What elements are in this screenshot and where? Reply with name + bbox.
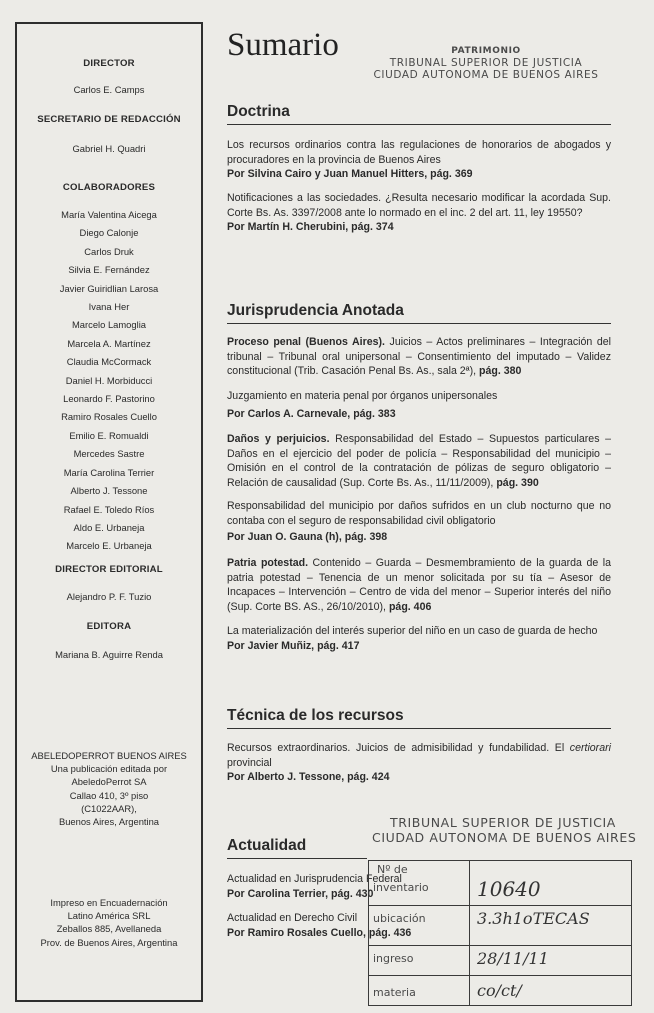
entry-title: Los recursos ordinarios contra las regulaciones de honorarios de abogados y procuradores en la provincia de Buenos Aires — [227, 139, 611, 166]
doctrina-entry-1 — [227, 138, 611, 182]
entry-title: Actualidad en Derecho Civil — [227, 912, 358, 924]
note-entry-3 — [227, 624, 611, 653]
stamp-row — [369, 945, 631, 968]
printer-block — [17, 896, 201, 949]
tecnica-entry — [227, 741, 611, 785]
case-description: Responsabilidad del Estado – Supuestos particulares – Daños en el ejercicio del poder de policía – Responsabilidad del municipio – Omisión en el control de la contratación de pólizas de seguro obligatorio – Relación de causalidad (Sup. Corte Bs. As., 11/11/2009), — [227, 433, 612, 489]
entry-title — [227, 741, 611, 770]
subject-value: co/ct/ — [477, 981, 522, 1000]
entry-author: Por Ramiro Rosales Cuello, pág. 436 — [227, 926, 412, 939]
entry-author: Por Alberto J. Tessone, pág. 424 — [227, 771, 390, 783]
entry-author: Por Martín H. Cherubini, pág. 374 — [227, 221, 394, 233]
note-title: La materialización del interés superior del niño en un caso de guarda de hecho — [227, 625, 598, 637]
stamp-line: CIUDAD AUTONOMA DE BUENOS AIRES — [373, 69, 599, 81]
printer-line: Zeballos 885, Avellaneda — [56, 923, 162, 935]
editorial-director-role: DIRECTOR EDITORIAL — [55, 564, 163, 575]
entry-title-part: Recursos extraordinarios. Juicios de admisibilidad y fundabilidad. El — [227, 742, 570, 754]
publisher-line: Una publicación editada por — [50, 763, 168, 775]
entry-date-label: ingreso — [373, 952, 414, 965]
secretary-role: SECRETARIO DE REDACCIÓN — [37, 114, 181, 125]
editorial-director-name: Alejandro P. F. Tuzio — [66, 591, 152, 602]
note-title: Juzgamiento en materia penal por órganos unipersonales — [227, 390, 498, 402]
tribunal-stamp — [372, 815, 652, 845]
collaborator: Ivana Her — [88, 301, 130, 313]
case-topic: Patria potestad. — [227, 557, 309, 569]
publisher-line: AbeledoPerrot SA — [71, 776, 147, 788]
collaborator: Alberto J. Tessone — [70, 485, 148, 497]
collaborators-list — [17, 206, 201, 556]
publisher-line: Callao 410, 3º piso — [69, 789, 149, 801]
collaborator: Javier Guiridlian Larosa — [59, 282, 159, 294]
stamp-row — [369, 975, 631, 1000]
stamp-line: CIUDAD AUTONOMA DE BUENOS AIRES — [372, 830, 637, 845]
director-name: Carlos E. Camps — [73, 84, 145, 95]
publisher-line: Buenos Aires, Argentina — [58, 816, 160, 828]
stamp-line: TRIBUNAL SUPERIOR DE JUSTICIA — [389, 57, 583, 69]
entry-title: Actualidad en Jurisprudencia Federal — [227, 873, 402, 885]
entry-title: Notificaciones a las sociedades. ¿Resulta necesario modificar la acordada Sup. Corte Bs. As. 3397/2008 ante lo normado en el inc. 2 del art. 11, ley 19550? — [227, 192, 611, 219]
collaborators-role: COLABORADORES — [62, 182, 156, 193]
case-description: Contenido – Guarda – Desmembramiento de la guarda de la patria potestad – Tenencia de un menor solicitada por su tía – Asesor de Incapaces – Intervención – Centro de vida del menor – Superior interés del niño (Sup. Corte BS. AS., 26/10/2010), — [227, 557, 611, 613]
note-author: Por Javier Muñiz, pág. 417 — [227, 639, 360, 652]
location-value: 3.3h1oTECAS — [477, 909, 590, 928]
section-heading-doctrina: Doctrina — [227, 103, 611, 125]
credits-box — [15, 22, 203, 1002]
case-entry-3 — [227, 556, 611, 614]
inventory-stamp — [368, 860, 632, 1006]
collaborator: Ramiro Rosales Cuello — [61, 411, 157, 423]
case-entry-1 — [227, 335, 611, 379]
collaborator: Emilio E. Romualdi — [69, 429, 149, 441]
collaborator: Daniel H. Morbiducci — [65, 374, 153, 386]
case-page: pág. 390 — [496, 476, 539, 489]
collaborator: Diego Calonje — [79, 227, 139, 239]
inventory-label: Nº de — [377, 863, 408, 876]
entry-date-value: 28/11/11 — [477, 949, 549, 968]
director-role: DIRECTOR — [83, 58, 135, 69]
subject-label: materia — [373, 986, 416, 999]
location-label: ubicación — [373, 912, 426, 925]
entry-author: Por Silvina Cairo y Juan Manuel Hitters, pág. 369 — [227, 168, 473, 180]
collaborator: Leonardo F. Pastorino — [63, 393, 155, 405]
collaborator: Rafael E. Toledo Ríos — [63, 503, 155, 515]
doctrina-entry-2 — [227, 191, 611, 235]
collaborator: Silvia E. Fernández — [68, 264, 150, 276]
case-topic: Proceso penal (Buenos Aires). — [227, 336, 385, 348]
patrimonio-stamp — [372, 45, 600, 81]
inventory-number: 10640 — [477, 877, 541, 901]
section-heading-tecnica: Técnica de los recursos — [227, 707, 611, 729]
collaborator: Marcela A. Martínez — [67, 337, 151, 349]
editor-name: Mariana B. Aguirre Renda — [55, 649, 163, 660]
printer-line: Latino América SRL — [67, 910, 151, 922]
note-author: Por Carlos A. Carnevale, pág. 383 — [227, 407, 396, 420]
section-heading-actualidad: Actualidad — [227, 837, 367, 859]
case-entry-2 — [227, 432, 611, 490]
printer-line: Prov. de Buenos Aires, Argentina — [40, 936, 178, 948]
entry-title-part: provincial — [227, 756, 272, 769]
collaborator: Claudia McCormack — [66, 356, 152, 368]
case-page: pág. 380 — [479, 365, 522, 377]
note-title: Responsabilidad del municipio por daños sufridos en un club nocturno que no contaba con el seguro de responsabilidad civil obligatorio — [227, 500, 611, 527]
collaborator: Mercedes Sastre — [73, 448, 145, 460]
note-entry-1 — [227, 389, 611, 421]
inventory-label: inventario — [373, 881, 429, 894]
collaborator: Marcelo E. Urbaneja — [66, 540, 152, 552]
secretary-name: Gabriel H. Quadri — [72, 143, 146, 154]
publisher-line: (C1022AAR), — [81, 802, 137, 814]
collaborator: Carlos Druk — [84, 245, 134, 257]
publisher-block — [17, 749, 201, 828]
collaborator: María Carolina Terrier — [63, 466, 155, 478]
printer-line: Impreso en Encuadernación — [50, 897, 168, 908]
stamp-divider — [469, 861, 470, 1005]
case-page: pág. 406 — [388, 600, 432, 613]
note-entry-2 — [227, 499, 611, 545]
note-author: Por Juan O. Gauna (h), pág. 398 — [227, 531, 388, 543]
case-topic: Daños y perjuicios. — [227, 433, 330, 445]
collaborator: Aldo E. Urbaneja — [73, 521, 145, 533]
entry-author: Por Carolina Terrier, pág. 430 — [227, 887, 374, 900]
publisher-line: ABELEDOPERROT BUENOS AIRES — [31, 750, 187, 761]
collaborator: María Valentina Aicega — [61, 209, 157, 220]
section-heading-jurisprudencia: Jurisprudencia Anotada — [227, 302, 611, 324]
case-description: Juicios – Actos preliminares – Integración del tribunal – Tribunal oral unipersonal – Consentimiento del imputado – Validez constitucional (Trib. Casación Penal Bs. As., sala 2ª), — [227, 336, 611, 377]
stamp-row — [369, 905, 631, 928]
collaborator: Marcelo Lamoglia — [72, 319, 146, 331]
page-title: Sumario — [227, 27, 339, 63]
stamp-line: TRIBUNAL SUPERIOR DE JUSTICIA — [390, 815, 616, 830]
entry-title-italic: certiorari — [569, 742, 611, 754]
editor-role: EDITORA — [86, 621, 132, 632]
stamp-line: PATRIMONIO — [451, 46, 521, 56]
